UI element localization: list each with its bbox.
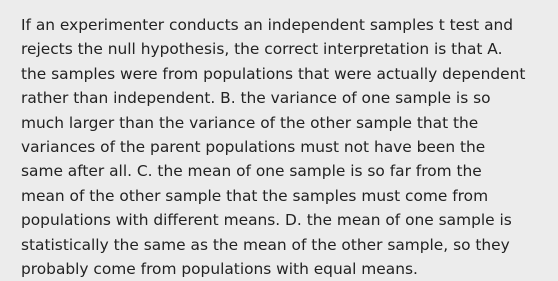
question-line: rather than independent. B. the variance of one sample is so: [21, 89, 491, 108]
question-line: the samples were from populations that were actually dependent: [21, 64, 526, 83]
question-line: populations with different means. D. the mean of one sample is: [21, 211, 512, 230]
question-line: same after all. C. the mean of one sample is so far from the: [21, 162, 482, 181]
question-line: probably come from populations with equal means.: [21, 260, 418, 279]
question-text: [21, 13, 551, 281]
question-line: rejects the null hypothesis, the correct interpretation is that A.: [21, 40, 503, 59]
question-line: mean of the other sample that the samples must come from: [21, 186, 489, 205]
question-line: variances of the parent populations must not have been the: [21, 138, 486, 157]
question-line: statistically the same as the mean of the other sample, so they: [21, 235, 510, 254]
question-line: If an experimenter conducts an independent samples t test and: [21, 16, 514, 34]
question-line: much larger than the variance of the other sample that the: [21, 113, 479, 132]
